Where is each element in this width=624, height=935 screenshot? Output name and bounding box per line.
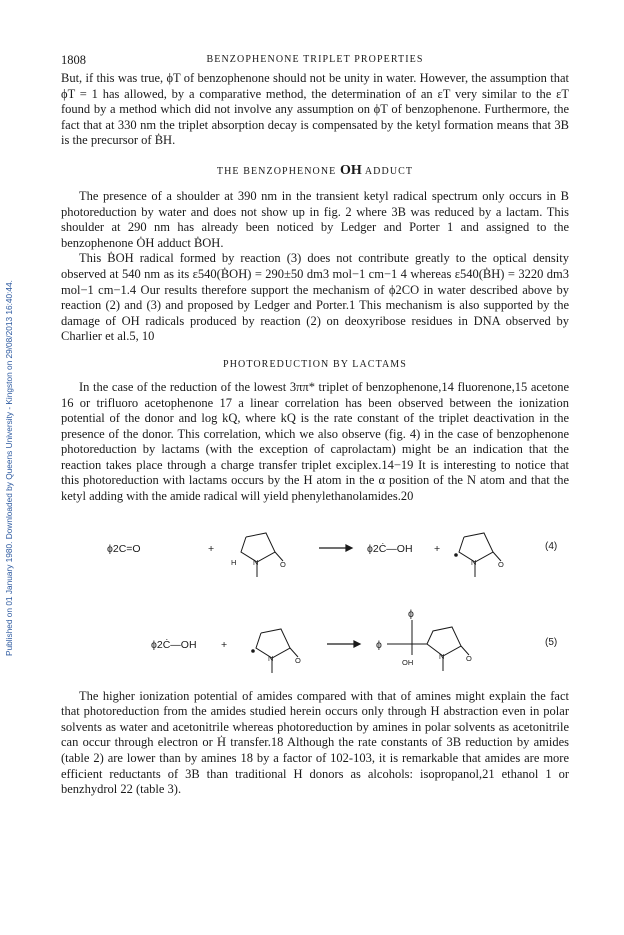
r5-atom-o2: O (466, 653, 472, 663)
section-heading-lactams: PHOTOREDUCTION BY LACTAMS (223, 358, 407, 370)
page-header (61, 53, 569, 71)
lactam-ring-3 (252, 629, 298, 673)
arrow-r5 (327, 641, 360, 647)
r5-plus: + (221, 638, 228, 651)
r4-reactant: ϕ2C=O (107, 542, 141, 555)
page-number: 1808 (61, 53, 86, 67)
reaction-label-4: (4) (545, 540, 558, 552)
r5-atom-o1: O (295, 655, 301, 665)
r5-product-phi-top: ϕ (408, 607, 414, 620)
section-heading-oh-adduct (61, 163, 569, 179)
r4-product-ketyl: ϕ2Ċ—OH (367, 542, 413, 555)
r4-atom-o2: O (498, 559, 504, 569)
paragraph-4: In the case of the reduction of the lowest 3ππ* triplet of benzophenone,14 fluorenone,15 acetone 16 or trifluoro acetophenone 17 a linear correlation has been observed between the ionization potential of the donor and log kQ, where kQ is the rate constant of the triplet deactivation in the presence of the donor. This correlation, which we also observe (fig. 4) in the case of benzophenone photoreduction by lactams (with the exception of caprolactam) might be an indication that the reaction takes place through a charge transfer triplet exciplex.14−19 It is interesting to notice that this photoreduction with lactams occurs by the H atom in the α position of the N atom and that the ketyl adding with the amide radical will yield phenylethanolamides.20 (61, 379, 569, 504)
heading-post: ADDUCT (364, 165, 414, 177)
lactam-ring-1 (241, 533, 283, 577)
paragraph-5: The higher ionization potential of amides compared with that of amines might explain the fact that photoreduction from the amides studied herein occurs only through H abstraction even in polar solvents as water and acetonitrile whereas photoreduction by amines in polar solvents as acetonitrile can occur through electron or Ḣ transfer.18 Although the rate constants of 3B reduction by amides (table 2) are lower than by amines 18 by a factor of 102-103, it is remarkable that amides are more efficient reductants of 3B than traditional H donors as alcohols: isopropanol,21 ethanol 1 or benzhydrol 22 (table 3). (61, 688, 569, 797)
reaction-label-5: (5) (545, 636, 558, 648)
r4-atom-n2: N (471, 557, 477, 567)
reaction-scheme-4 (61, 519, 569, 589)
r4-atom-o1: O (280, 559, 286, 569)
r4-plus-2: + (434, 542, 441, 555)
reaction-5-svg (61, 593, 569, 685)
r5-atom-n2: N (439, 651, 445, 661)
paragraph-1: But, if this was true, ϕT of benzophenone should not be unity in water. However, the assumption that ϕT = 1 has allowed, by a comparative method, the determination of an εT very similar to the εT found by a method which did not involve any assumption on ϕT of benzophenone. Furthermore, the fact that at 330 nm the triplet absorption decay is compensated by the ketyl formation means that 3B is the precursor of ḂH. (61, 71, 569, 148)
r4-atom-n1: N (253, 557, 259, 567)
page (61, 53, 569, 798)
r5-product-oh: OH (402, 657, 414, 667)
lactam-ring-2 (455, 533, 501, 577)
r5-reactant: ϕ2Ċ—OH (151, 638, 197, 651)
r5-atom-n1: N (268, 653, 274, 663)
sidebar-text: Published on 01 January 1980. Downloaded by Queens University - Kingston on 29/08/2013 16:40:44. (4, 279, 14, 656)
heading-oh: OH (340, 162, 362, 178)
running-title: BENZOPHENONE TRIPLET PROPERTIES (206, 54, 424, 65)
paragraph-3: This ḂOH radical formed by reaction (3) does not contribute greatly to the optical density observed at 540 nm as its ε540(ḂOH) = 290±50 dm3 mol−1 cm−1 4 whereas ε540(ḂH) = 3220 dm3 mol−1 cm−1.4 Our results therefore support the mechanism of ϕ2CO in water described above by reaction (2) and (3) and proposed by Ledger and Porter.1 This mechanism is also supported by the damage of OH radicals produced by reaction (2) on deoxyribose residues in DNA observed by Charlier et al.5, 10 (61, 251, 569, 344)
publication-sidebar (2, 0, 16, 935)
r4-plus-1: + (208, 542, 215, 555)
r4-atom-h: H (231, 557, 237, 567)
r5-product-phi-left: ϕ (376, 638, 382, 651)
arrow-r4 (319, 545, 352, 551)
product-bonds (387, 620, 469, 671)
heading-pre: THE BENZOPHENONE (216, 165, 337, 177)
paragraph-2: The presence of a shoulder at 390 nm in the transient ketyl radical spectrum only occurs in B photoreduction by water and does not show up in fig. 2 where 3B was reduced by a lactam. This shoulder at 290 nm has already been noticed by Ledger and Porter 1 and assigned to the benzophenone ȮH adduct ḂOH. (61, 188, 569, 250)
reaction-scheme-5 (61, 593, 569, 685)
reaction-4-svg (61, 519, 569, 589)
